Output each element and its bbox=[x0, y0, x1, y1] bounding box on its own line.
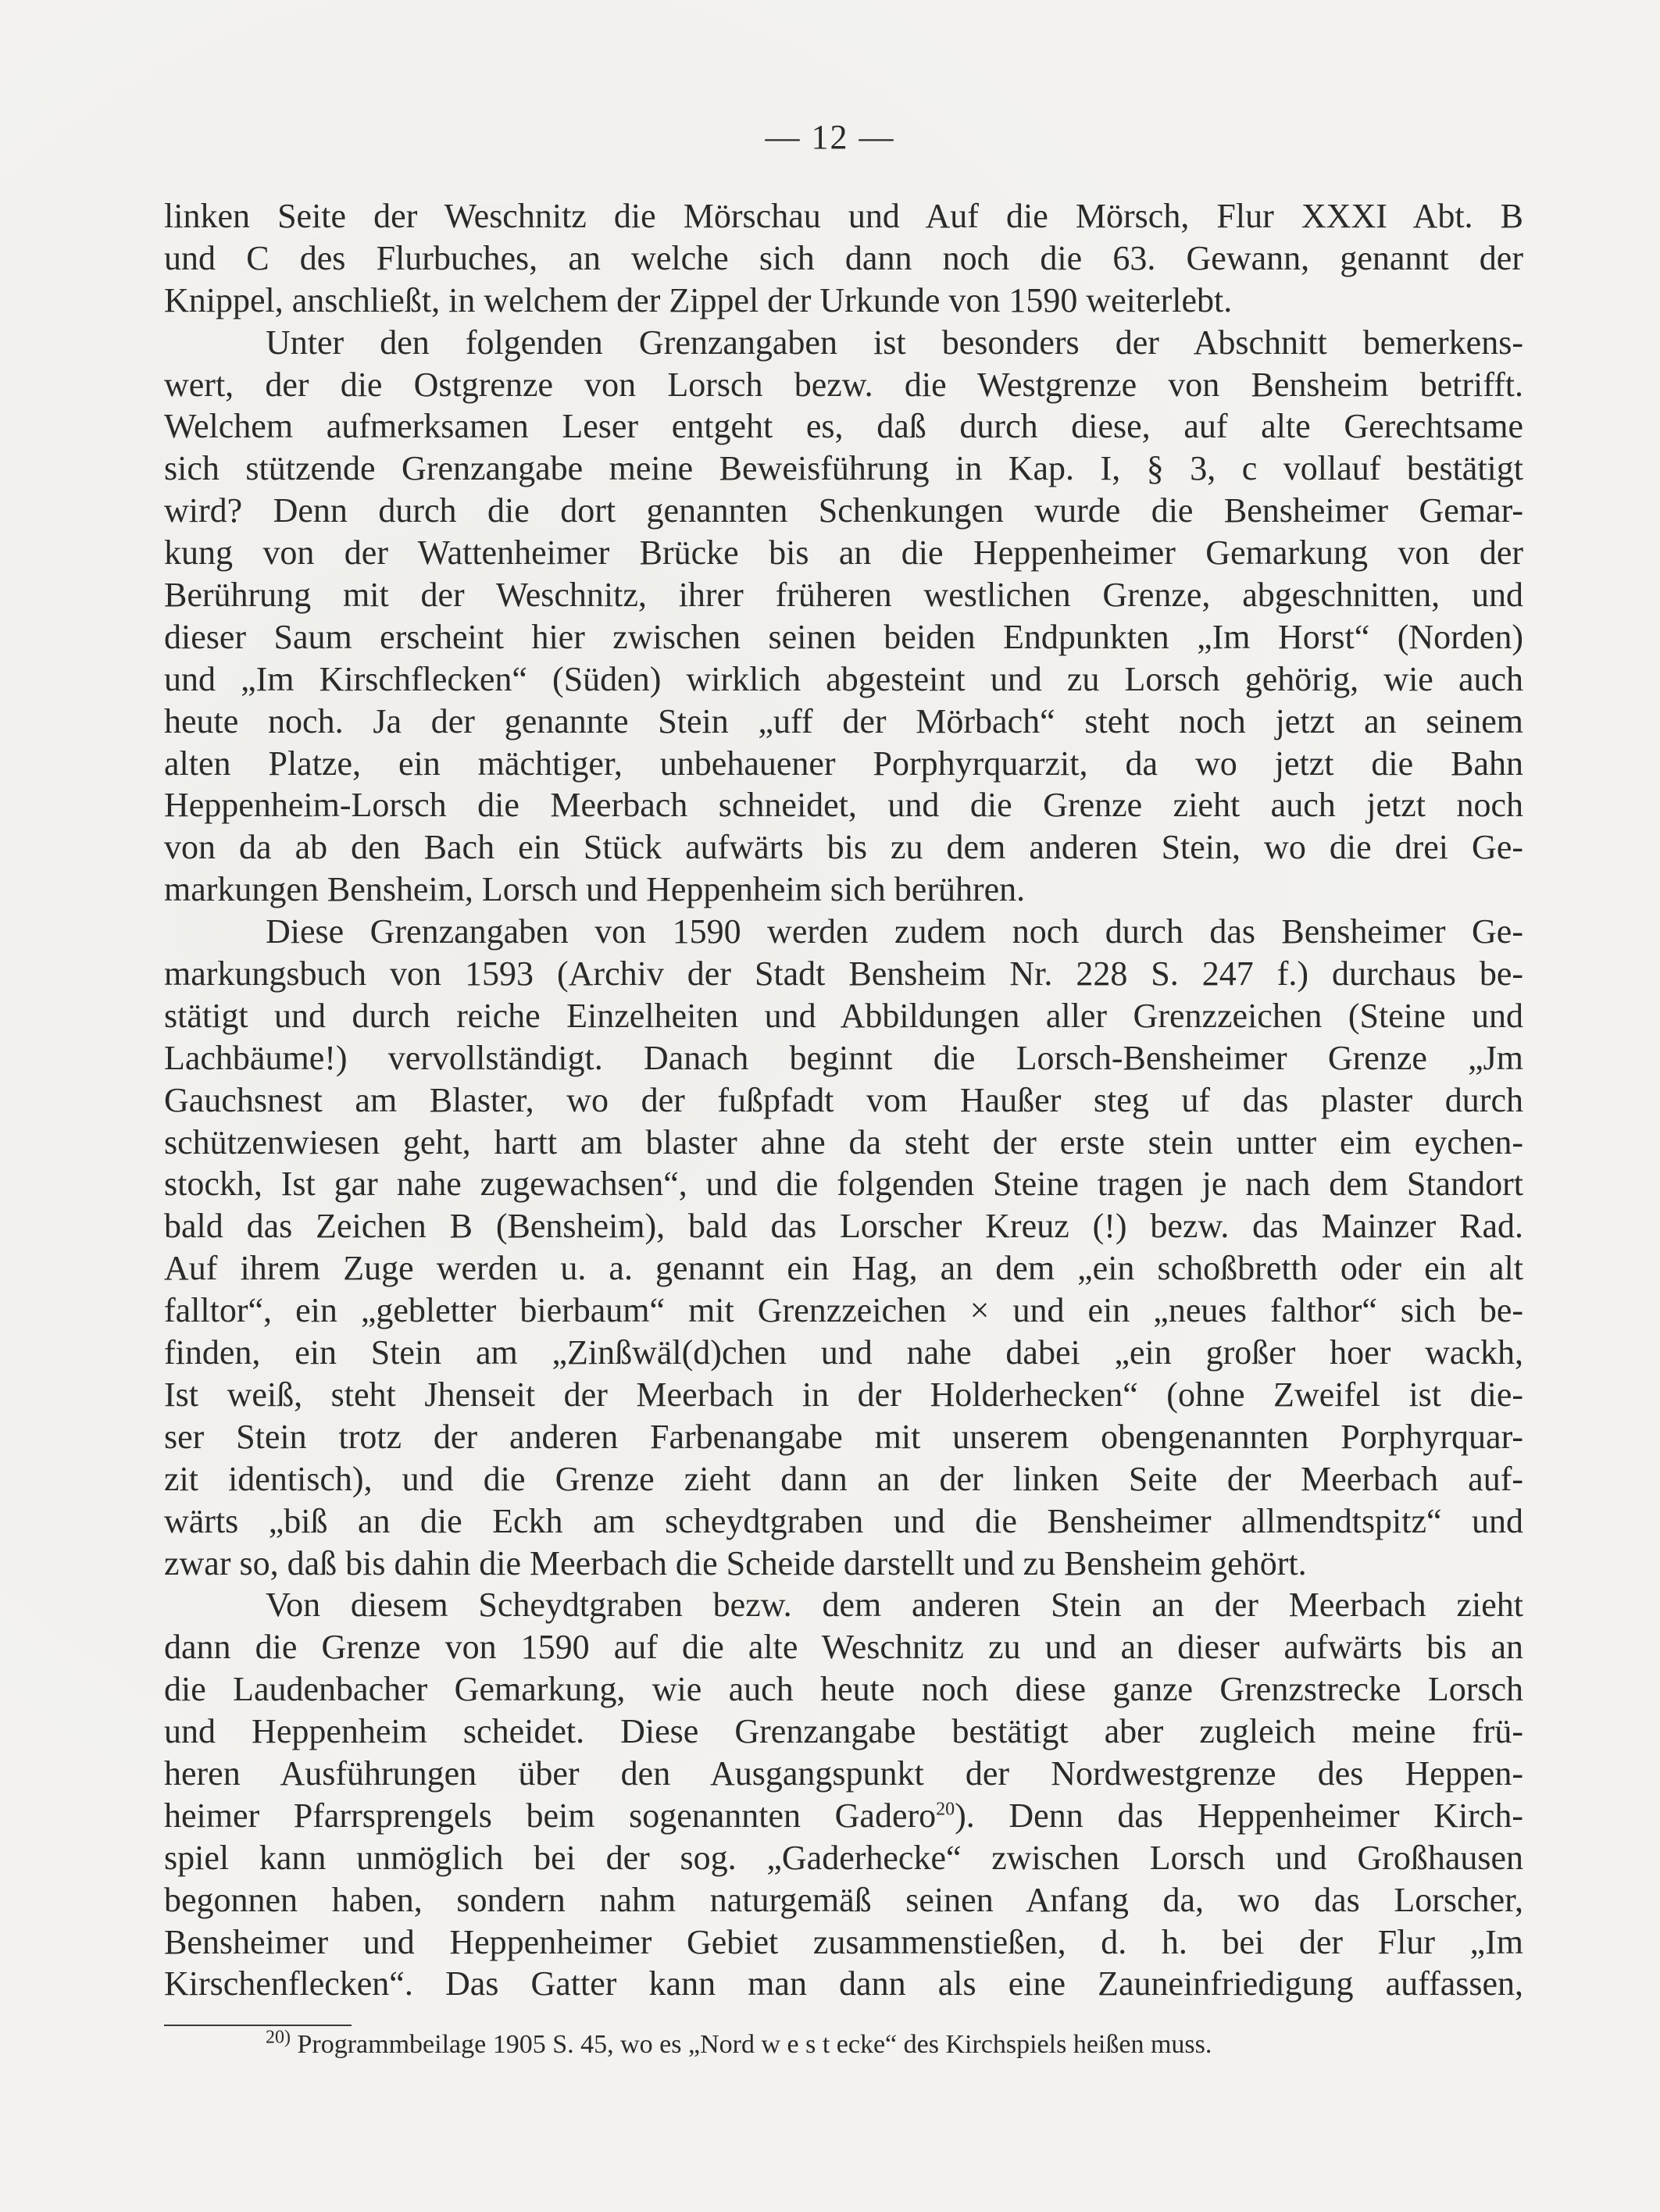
text-line: die Laudenbacher Gemarkung, wie auch heute noch diese ganze Grenzstrecke Lorsch bbox=[164, 1670, 1523, 1709]
text-line: stockh, Ist gar nahe zugewachsen“, und die folgenden Steine tragen je nach dem Standort bbox=[164, 1165, 1523, 1204]
text-fragment: heimer Pfarrsprengels beim sogenannten Gadero bbox=[164, 1796, 937, 1835]
text-line: Auf ihrem Zuge werden u. a. genannt ein Hag, an dem „ein schoßbretth oder ein alt bbox=[164, 1249, 1523, 1288]
text-line: dann die Grenze von 1590 auf die alte Weschnitz zu und an dieser aufwärts bis an bbox=[164, 1628, 1523, 1667]
text-line: alten Platze, ein mächtiger, unbehauener Porphyrquarzit, da wo jetzt die Bahn bbox=[164, 744, 1523, 783]
text-line: zwar so, daß bis dahin die Meerbach die Scheide darstellt und zu Bensheim gehört. bbox=[164, 1543, 1307, 1582]
body-text bbox=[164, 195, 1523, 2005]
text-line: Lachbäume!) vervollständigt. Danach beginnt die Lorsch-Bensheimer Grenze „Jm bbox=[164, 1038, 1523, 1077]
text-line: heute noch. Ja der genannte Stein „uff der Mörbach“ steht noch jetzt an seinem bbox=[164, 701, 1523, 740]
text-line: ser Stein trotz der anderen Farbenangabe mit unserem obengenannten Porphyrquar- bbox=[164, 1417, 1523, 1456]
text-line: sich stützende Grenzangabe meine Beweisführung in Kap. I, § 3, c vollauf bestätigt bbox=[164, 449, 1523, 488]
paragraph-start-line: Diese Grenzangaben von 1590 werden zudem noch durch das Bensheimer Ge- bbox=[266, 912, 1523, 951]
text-line: falltor“, ein „gebletter bierbaum“ mit Grenzzeichen × und ein „neues falthor“ sich be- bbox=[164, 1291, 1523, 1330]
paragraph-start-line: Von diesem Scheydtgraben bezw. dem anderen Stein an der Meerbach zieht bbox=[266, 1586, 1523, 1625]
text-line: heren Ausführungen über den Ausgangspunkt der Nordwestgrenze des Heppen- bbox=[164, 1754, 1523, 1793]
text-line: dieser Saum erscheint hier zwischen seinen beiden Endpunkten „Im Horst“ (Norden) bbox=[164, 617, 1523, 656]
text-line: wärts „biß an die Eckh am scheydtgraben und die Bensheimer allmendtspitz“ und bbox=[164, 1501, 1523, 1540]
text-line: begonnen haben, sondern nahm naturgemäß seinen Anfang da, wo das Lorscher, bbox=[164, 1880, 1523, 1919]
text-line: Knippel, anschließt, in welchem der Zippel der Urkunde von 1590 weiterlebt. bbox=[164, 280, 1233, 319]
paragraph-start-line: Unter den folgenden Grenzangaben ist besonders der Abschnitt bemerkens- bbox=[266, 323, 1523, 362]
text-line: wird? Denn durch die dort genannten Schenkungen wurde die Bensheimer Gemar- bbox=[164, 491, 1523, 530]
text-line: stätigt und durch reiche Einzelheiten und Abbildungen aller Grenzzeichen (Steine und bbox=[164, 996, 1523, 1035]
text-line: linken Seite der Weschnitz die Mörschau und Auf die Mörsch, Flur XXXI Abt. B bbox=[164, 197, 1523, 235]
text-line: und „Im Kirschflecken“ (Süden) wirklich abgesteint und zu Lorsch gehörig, wie auch bbox=[164, 659, 1523, 698]
text-line: schützenwiesen geht, hartt am blaster ahne da steht der erste stein untter eim eychen- bbox=[164, 1122, 1523, 1161]
text-fragment: ). Denn das Heppenheimer Kirch- bbox=[955, 1796, 1524, 1835]
page-number: — 12 — bbox=[765, 118, 895, 156]
footnote-mark: 20) bbox=[266, 2027, 291, 2048]
text-line: Ist weiß, steht Jhenseit der Meerbach in der Holderhecken“ (ohne Zweifel ist die- bbox=[164, 1375, 1523, 1414]
text-line: und Heppenheim scheidet. Diese Grenzangabe bestätigt aber zugleich meine frü- bbox=[164, 1712, 1523, 1751]
text-line: und C des Flurbuches, an welche sich dann noch die 63. Gewann, genannt der bbox=[164, 238, 1523, 277]
text-line: bald das Zeichen B (Bensheim), bald das Lorscher Kreuz (!) bezw. das Mainzer Rad. bbox=[164, 1207, 1523, 1246]
footnote-reference: 20 bbox=[936, 1799, 955, 1820]
footnote bbox=[266, 2025, 1212, 2065]
text-line-with-footnote-ref bbox=[164, 1795, 1523, 1837]
text-line: finden, ein Stein am „Zinßwäl(d)chen und nahe dabei „ein großer hoer wackh, bbox=[164, 1333, 1523, 1372]
text-line: wert, der die Ostgrenze von Lorsch bezw. die Westgrenze von Bensheim betrifft. bbox=[164, 365, 1523, 404]
text-line: Welchem aufmerksamen Leser entgeht es, daß durch diese, auf alte Gerechtsame bbox=[164, 407, 1523, 446]
text-line: spiel kann unmöglich bei der sog. „Gaderhecke“ zwischen Lorsch und Großhausen bbox=[164, 1838, 1523, 1877]
text-line: markungen Bensheim, Lorsch und Heppenheim sich berühren. bbox=[164, 870, 1026, 909]
text-line: Gauchsnest am Blaster, wo der fußpfadt vom Haußer steg uf das plaster durch bbox=[164, 1080, 1523, 1119]
text-line: Heppenheim-Lorsch die Meerbach schneidet, und die Grenze zieht auch jetzt noch bbox=[164, 786, 1523, 825]
text-line: Berührung mit der Weschnitz, ihrer früheren westlichen Grenze, abgeschnitten, und bbox=[164, 576, 1523, 615]
text-line: von da ab den Bach ein Stück aufwärts bis zu dem anderen Stein, wo die drei Ge- bbox=[164, 828, 1523, 867]
text-line: Kirschenflecken“. Das Gatter kann man dann als eine Zauneinfriedigung auffassen, bbox=[164, 1964, 1523, 2003]
text-line: zit identisch), und die Grenze zieht dann an der linken Seite der Meerbach auf- bbox=[164, 1459, 1523, 1498]
text-line: markungsbuch von 1593 (Archiv der Stadt Bensheim Nr. 228 S. 247 f.) durchaus be- bbox=[164, 954, 1523, 994]
text-line: kung von der Wattenheimer Brücke bis an die Heppenheimer Gemarkung von der bbox=[164, 533, 1523, 573]
footnote-text: Programmbeilage 1905 S. 45, wo es „Nord w e s t ecke“ des Kirchspiels heißen muss. bbox=[297, 2030, 1212, 2059]
text-line: Bensheimer und Heppenheimer Gebiet zusammenstießen, d. h. bei der Flur „Im bbox=[164, 1922, 1523, 1961]
